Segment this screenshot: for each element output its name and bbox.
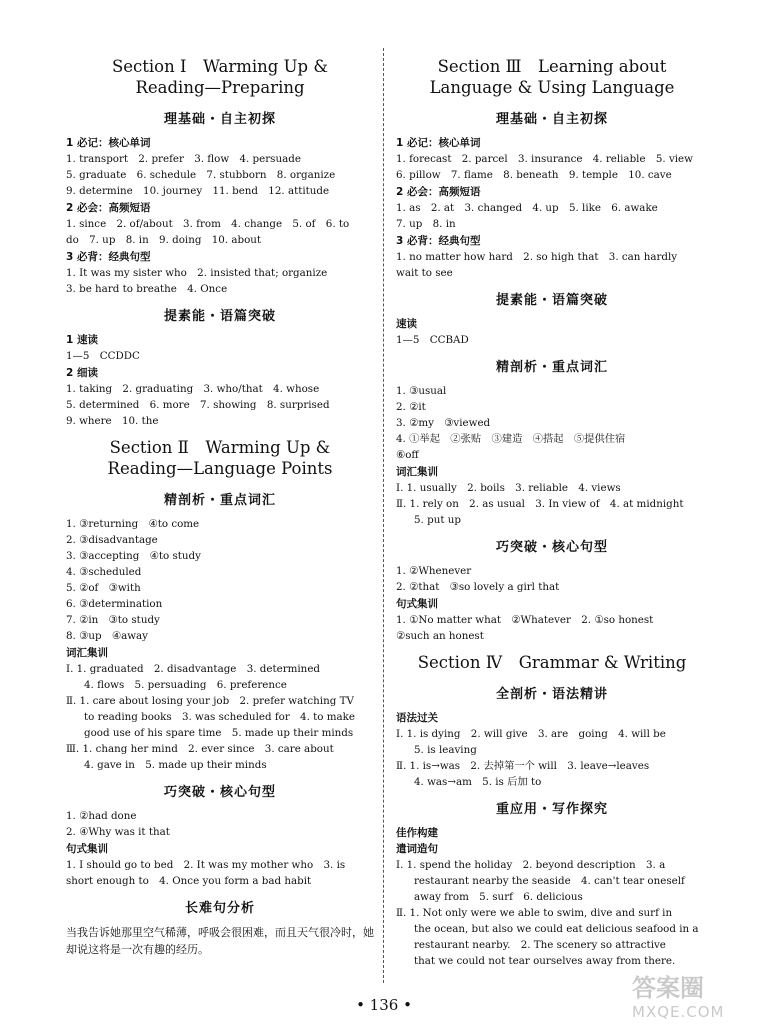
answer-line: 4. gave in 5. made up their minds — [84, 759, 267, 771]
page-number: • 136 • — [356, 996, 412, 1014]
answer-line: wait to see — [396, 267, 453, 279]
answer-line: to reading books 3. was scheduled for 4. to make — [84, 711, 355, 723]
answer-line: 2. ②it — [396, 401, 426, 413]
answer-line: 5. is leaving — [414, 744, 477, 756]
banner: 重应用・写作探究 — [495, 802, 608, 817]
answer-line: 1. ②Whenever — [396, 565, 472, 577]
answer-line: Ⅰ. 1. is dying 2. will give 3. are going 4. will be — [396, 728, 666, 740]
answer-line: 1. taking 2. graduating 3. who/that 4. whose — [66, 383, 320, 395]
answer-line: 1. ②had done — [66, 810, 137, 822]
answer-line: 2. ②that ③so lovely a girl that — [396, 581, 560, 593]
section-3-title-line1: Section Ⅲ Learning about — [437, 57, 667, 76]
answer-line: 9. determine 10. journey 11. bend 12. attitude — [66, 185, 330, 197]
right-column — [396, 48, 708, 969]
answer-line: 1. transport 2. prefer 3. flow 4. persuade — [66, 153, 301, 165]
answer-line: good use of his spare time 5. made up their minds — [84, 727, 354, 739]
subheading: 1 速读 — [66, 334, 98, 346]
subheading: 2 细读 — [66, 367, 98, 379]
answer-line: 1. since 2. of/about 3. from 4. change 5. of 6. to — [66, 218, 350, 230]
section-4-title-line1: Section Ⅳ Grammar & Writing — [417, 653, 687, 672]
subheading: 遣词造句 — [396, 843, 438, 855]
watermark-url: MXQE.COM — [632, 1003, 725, 1021]
section-2-title-line2: Reading—Language Points — [107, 459, 333, 478]
answer-line: 1. ③returning ④to come — [66, 518, 200, 530]
subheading: 1 必记：核心单词 — [66, 137, 151, 149]
subheading: 2 必会：高频短语 — [396, 186, 481, 198]
section-3-title-line2: Language & Using Language — [429, 78, 675, 97]
answer-line: Ⅲ. 1. chang her mind 2. ever since 3. care about — [66, 743, 334, 755]
answer-line: ②such an honest — [396, 630, 484, 642]
banner: 理基础・自主初探 — [163, 112, 276, 127]
answer-line: 5. determined 6. more 7. showing 8. surprised — [66, 399, 330, 411]
watermark-logo — [632, 968, 752, 1021]
subheading: 3 必背：经典句型 — [396, 235, 481, 247]
answer-line: 6. pillow 7. flame 8. beneath 9. temple 10. cave — [396, 169, 672, 181]
section-2-title — [66, 437, 374, 479]
answer-line: Ⅰ. 1. usually 2. boils 3. reliable 4. views — [396, 482, 621, 494]
banner: 提素能・语篇突破 — [163, 309, 276, 324]
answer-line: 2. ③disadvantage — [66, 534, 158, 546]
banner: 精剖析・重点词汇 — [163, 493, 276, 508]
answer-line: Ⅰ. 1. spend the holiday 2. beyond description 3. a — [396, 859, 666, 871]
section-4-title — [396, 652, 708, 673]
section-1-title — [66, 56, 374, 98]
section-1-title-line1: Section Ⅰ Warming Up & — [111, 57, 329, 76]
section-2-title-line1: Section Ⅱ Warming Up & — [109, 438, 331, 457]
answer-line: Ⅱ. 1. rely on 2. as usual 3. In view of 4. at midnight — [396, 498, 684, 510]
answer-line: 1. forecast 2. parcel 3. insurance 4. reliable 5. view — [396, 153, 693, 165]
answer-line: 1. no matter how hard 2. so high that 3. can hardly — [396, 251, 678, 263]
answer-line: 8. ③up ④away — [66, 630, 148, 642]
answer-line: Ⅰ. 1. graduated 2. disadvantage 3. determined — [66, 663, 320, 675]
answer-line: away from 5. surf 6. delicious — [414, 891, 583, 903]
answer-line: the ocean, but also we could eat delicious seafood in a — [414, 923, 699, 935]
answer-line: 7. up 8. in — [396, 218, 456, 230]
answer-line: 1. It was my sister who 2. insisted that; organize — [66, 267, 328, 279]
answer-line: 4. ③scheduled — [66, 566, 142, 578]
answer-line: short enough to 4. Once you form a bad habit — [66, 875, 312, 887]
answer-line: 2. ④Why was it that — [66, 826, 170, 838]
answer-line: Ⅱ. 1. care about losing your job 2. prefer watching TV — [66, 695, 354, 707]
banner: 精剖析・重点词汇 — [495, 360, 608, 375]
watermark-text: 答案圈 — [632, 974, 704, 1002]
answer-line: 3. ②my ③viewed — [396, 417, 491, 429]
banner: 长难句分析 — [184, 901, 255, 916]
banner: 巧突破・核心句型 — [495, 540, 608, 555]
answer-line: 3. ③accepting ④to study — [66, 550, 201, 562]
answer-line: 1. ③usual — [396, 385, 447, 397]
subheading: 词汇集训 — [396, 466, 438, 478]
answer-line: do 7. up 8. in 9. doing 10. about — [66, 234, 262, 246]
answer-line: 4. flows 5. persuading 6. preference — [84, 679, 287, 691]
answer-line: 1. as 2. at 3. changed 4. up 5. like 6. awake — [396, 202, 658, 214]
subheading: 词汇集训 — [66, 647, 108, 659]
answer-line: ⑥off — [396, 449, 419, 461]
section-1-title-line2: Reading—Preparing — [135, 78, 305, 97]
subheading: 速读 — [396, 318, 417, 330]
translation-paragraph: 当我告诉她那里空气稀薄，呼吸会很困难，而且天气很冷时，她却说这将是一次有趣的经历。 — [66, 926, 374, 956]
answer-line: 4. was→am 5. is 后加 to — [414, 776, 542, 788]
answer-line: 7. ②in ③to study — [66, 614, 160, 626]
answer-line: that we could not tear ourselves away from there. — [414, 955, 676, 967]
subheading: 3 必背：经典句型 — [66, 251, 151, 263]
answer-line: restaurant nearby. 2. The scenery so attractive — [414, 939, 666, 951]
section-3-title — [396, 56, 708, 98]
answer-line: 1—5 CCBAD — [396, 334, 469, 346]
answer-line: 6. ③determination — [66, 598, 163, 610]
answer-line: 5. graduate 6. schedule 7. stubborn 8. organize — [66, 169, 336, 181]
left-column — [66, 48, 374, 962]
answer-line: 9. where 10. the — [66, 415, 159, 427]
answer-line: 1. ①No matter what ②Whatever 2. ①so honest — [396, 614, 654, 626]
banner: 理基础・自主初探 — [495, 112, 608, 127]
subheading: 佳作构建 — [396, 827, 438, 839]
banner: 巧突破・核心句型 — [163, 785, 276, 800]
banner: 全剖析・语法精讲 — [495, 687, 608, 702]
answer-line: 5. ②of ③with — [66, 582, 141, 594]
answer-line: 4. ①举起 ②张贴 ③建造 ④搭起 ⑤提供住宿 — [396, 433, 626, 445]
subheading: 2 必会：高频短语 — [66, 202, 151, 214]
column-divider — [383, 48, 384, 983]
answer-line: 1—5 CCDDC — [66, 350, 140, 362]
answer-line: Ⅱ. 1. is→was 2. 去掉第一个 will 3. leave→leaves — [396, 760, 650, 772]
banner: 提素能・语篇突破 — [495, 293, 608, 308]
subheading: 语法过关 — [396, 712, 438, 724]
answer-line: 5. put up — [414, 514, 461, 526]
answer-line: restaurant nearby the seaside 4. can't tear oneself — [414, 875, 685, 887]
subheading: 句式集训 — [396, 598, 438, 610]
answer-line: 3. be hard to breathe 4. Once — [66, 283, 228, 295]
answer-line: 1. I should go to bed 2. It was my mother who 3. is — [66, 859, 346, 871]
answer-line: Ⅱ. 1. Not only were we able to swim, dive and surf in — [396, 907, 673, 919]
subheading: 句式集训 — [66, 843, 108, 855]
subheading: 1 必记：核心单词 — [396, 137, 481, 149]
